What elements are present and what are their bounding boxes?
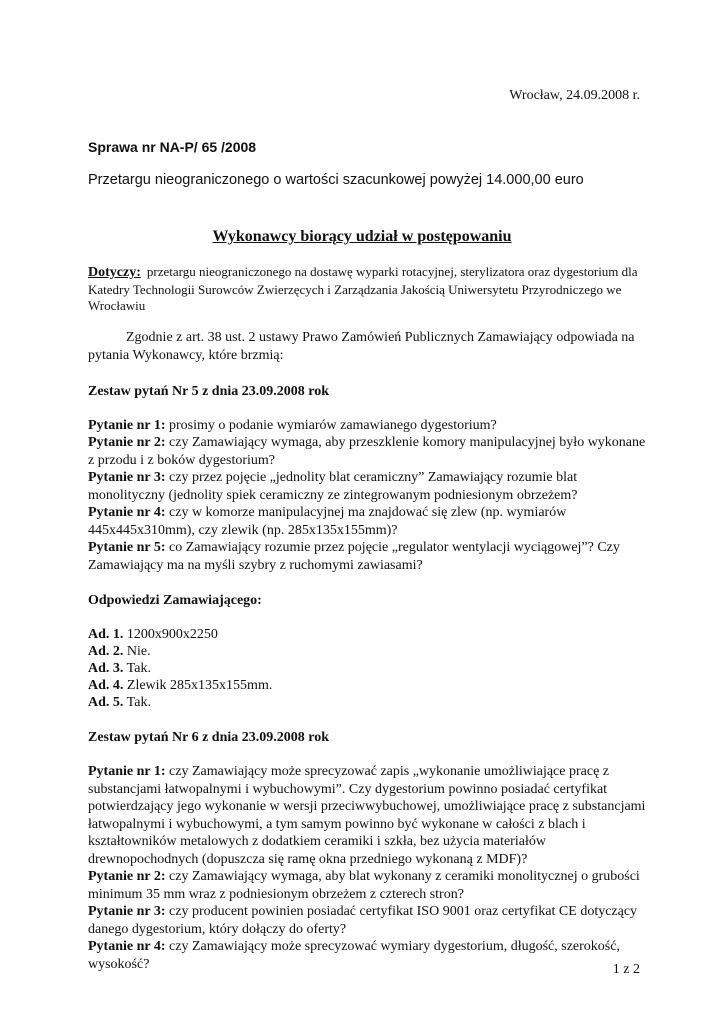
question-label: Pytanie nr 1: [88, 764, 166, 779]
question-label: Pytanie nr 3: [88, 904, 166, 919]
document-body [88, 264, 648, 973]
answer-label: Ad. 4. [88, 678, 124, 693]
question-label: Pytanie nr 4: [88, 939, 166, 954]
answer-text: Tak. [126, 661, 151, 676]
answer-label: Ad. 5. [88, 695, 124, 710]
question-item [88, 938, 648, 973]
tender-line: Przetargu nieograniczonego o wartości szacunkowej powyżej 14.000,00 euro [88, 172, 584, 188]
question-label: Pytanie nr 5: [88, 540, 166, 555]
set6-questions [88, 763, 648, 973]
page-number: 1 z 2 [612, 962, 640, 977]
answer-text: Zlewik 285x135x155mm. [126, 678, 273, 693]
question-label: Pytanie nr 2: [88, 435, 166, 450]
answer-text: 1200x900x2250 [126, 627, 218, 642]
answer-label: Ad. 2. [88, 644, 124, 659]
question-text: czy Zamawiający może sprecyzować wymiary dygestorium, długość, szerokość, wysokość? [88, 939, 620, 972]
answer-text: Nie. [126, 644, 151, 659]
question-item [88, 903, 648, 938]
question-label: Pytanie nr 2: [88, 869, 166, 884]
question-item [88, 539, 648, 574]
answer-label: Ad. 1. [88, 627, 124, 642]
concerning-text: przetargu nieograniczonego na dostawę wyparki rotacyjnej, sterylizatora oraz dygestorium dla Katedry Technologii Surowców Zwierzęcych i Zarządzania Jakością Uniwersytetu Przyrodniczego we Wrocławiu [88, 264, 638, 313]
answer-item [88, 677, 648, 694]
question-text: czy Zamawiający może sprecyzować zapis „wykonanie umożliwiające pracę z substancjami łatwopalnymi i wybuchowymi”. Czy dygestorium powinno posiadać certyfikat potwierdzający jego wykonanie w wersji przeciwwybuchowej, umożliwiające pracę z substancjami łatwopalnymi i wybuchowymi, a tym samym powinno być wykonane w całości z blach i kształtowników metalowych z dodatkiem ceramiki i szkła, bez użycia materiałów drewnopochodnych (dopuszcza się ramę okna przedniego wykonaną z MDF)? [88, 764, 646, 867]
set5-answers [88, 626, 648, 711]
question-item [88, 417, 648, 435]
answer-label: Ad. 3. [88, 661, 124, 676]
question-item [88, 469, 648, 504]
question-text: czy Zamawiający wymaga, aby blat wykonany z ceramiki monolitycznej o grubości minimum 35 mm wraz z podniesionym obrzeżem z czterech stron? [88, 869, 640, 902]
question-text: czy przez pojęcie „jednolity blat ceramiczny” Zamawiający rozumie blat monolityczny (jednolity spiek ceramiczny ze zintegrowanym podniesionym obrzeżem? [88, 470, 578, 503]
question-text: czy producent powinien posiadać certyfikat ISO 9001 oraz certyfikat CE dotyczący danego dygestorium, który dołączy do oferty? [88, 904, 638, 937]
answer-text: Tak. [126, 695, 151, 710]
answer-item [88, 626, 648, 643]
set5-questions [88, 417, 648, 575]
intro-paragraph: Zgodnie z art. 38 ust. 2 ustawy Prawo Zamówień Publicznych Zamawiający odpowiada na pytania Wykonawcy, które brzmią: [88, 329, 635, 363]
question-item [88, 504, 648, 539]
question-text: czy Zamawiający wymaga, aby przeszklenie komory manipulacyjnej było wykonane z przodu i z boków dygestorium? [88, 435, 646, 468]
question-text: prosimy o podanie wymiarów zamawianego dygestorium? [169, 417, 497, 433]
concerning-label: Dotyczy: [88, 265, 141, 280]
set6-title: Zestaw pytań Nr 6 z dnia 23.09.2008 rok [88, 730, 330, 745]
question-text: co Zamawiający rozumie przez pojęcie „regulator wentylacji wyciągowej”? Czy Zamawiający ma na myśli szybry z ruchomymi zawiasami? [88, 540, 620, 573]
question-label: Pytanie nr 1: [88, 417, 166, 433]
answer-item [88, 643, 648, 660]
question-item [88, 434, 648, 469]
concerning-paragraph [88, 264, 648, 315]
answer-item [88, 694, 648, 711]
question-label: Pytanie nr 4: [88, 505, 166, 520]
question-item [88, 763, 648, 868]
question-label: Pytanie nr 3: [88, 470, 166, 485]
question-text: czy w komorze manipulacyjnej ma znajdować się zlew (np. wymiarów 445x445x310mm), czy zlewik (np. 285x135x155mm)? [88, 505, 567, 538]
date-line: Wrocław, 24.09.2008 r. [509, 88, 640, 103]
question-item [88, 868, 648, 903]
answers-title: Odpowiedzi Zamawiającego: [88, 593, 262, 608]
page-title: Wykonawcy biorący udział w postępowaniu [212, 228, 512, 245]
answer-item [88, 660, 648, 677]
case-number: Sprawa nr NA-P/ 65 /2008 [88, 139, 257, 155]
set5-title: Zestaw pytań Nr 5 z dnia 23.09.2008 rok [88, 383, 330, 399]
